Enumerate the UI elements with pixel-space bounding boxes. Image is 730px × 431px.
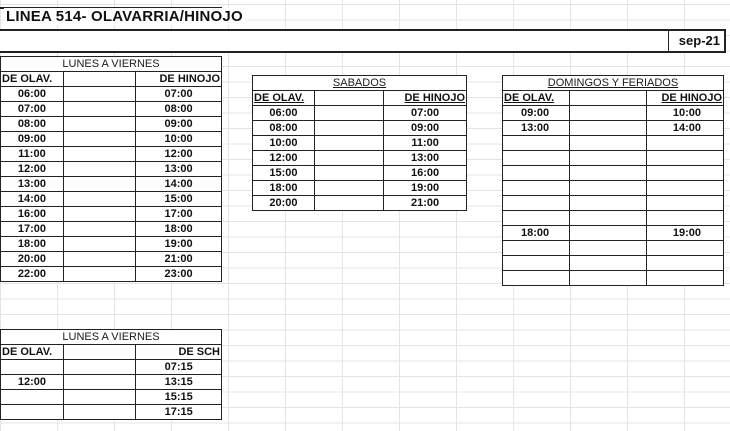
table-row xyxy=(253,151,467,166)
table-title: LUNES A VIERNES xyxy=(1,330,222,345)
return-time-cell: 16:00 xyxy=(384,166,467,181)
departure-time-cell xyxy=(1,405,64,420)
blank-cell xyxy=(569,256,646,271)
column-header-to: DE HINOJO xyxy=(647,91,724,106)
return-time-cell xyxy=(647,196,724,211)
return-time-cell: 15:15 xyxy=(136,390,222,405)
blank-cell xyxy=(63,102,135,117)
table-row xyxy=(503,106,724,121)
blank-cell xyxy=(569,166,646,181)
column-header-row xyxy=(1,345,222,360)
table-row xyxy=(1,375,222,390)
return-time-cell: 13:00 xyxy=(136,162,222,177)
blank-cell xyxy=(314,151,383,166)
blank-cell xyxy=(314,166,383,181)
departure-time-cell xyxy=(503,271,570,286)
blank-cell xyxy=(314,196,383,211)
table-row xyxy=(503,121,724,136)
blank-cell xyxy=(63,267,135,282)
blank-cell xyxy=(63,87,135,102)
blank-cell xyxy=(314,136,383,151)
departure-time-cell: 18:00 xyxy=(253,181,315,196)
table-row xyxy=(253,121,467,136)
page-title: LINEA 514- OLAVARRIA/HINOJO xyxy=(6,8,243,25)
date-cell: sep-21 xyxy=(668,31,724,51)
return-time-cell: 14:00 xyxy=(136,177,222,192)
departure-time-cell xyxy=(503,151,570,166)
blank-cell xyxy=(63,405,135,420)
blank-cell xyxy=(569,241,646,256)
table-row xyxy=(253,106,467,121)
blank-cell xyxy=(63,222,135,237)
departure-time-cell: 08:00 xyxy=(253,121,315,136)
departure-time-cell: 22:00 xyxy=(1,267,64,282)
blank-cell xyxy=(63,192,135,207)
return-time-cell: 15:00 xyxy=(136,192,222,207)
departure-time-cell: 18:00 xyxy=(503,226,570,241)
departure-time-cell: 12:00 xyxy=(253,151,315,166)
departure-time-cell: 06:00 xyxy=(1,87,64,102)
table-row xyxy=(1,177,222,192)
table-row xyxy=(1,405,222,420)
column-spacer xyxy=(314,91,383,106)
column-header-from: DE OLAV. xyxy=(253,91,315,106)
table-row xyxy=(503,181,724,196)
departure-time-cell: 14:00 xyxy=(1,192,64,207)
column-spacer xyxy=(63,345,135,360)
table-row xyxy=(503,151,724,166)
table-row xyxy=(503,226,724,241)
table-row xyxy=(503,271,724,286)
table-header-row xyxy=(503,76,724,91)
table-row xyxy=(503,211,724,226)
return-time-cell: 10:00 xyxy=(647,106,724,121)
blank-cell xyxy=(63,360,135,375)
return-time-cell: 19:00 xyxy=(384,181,467,196)
departure-time-cell: 17:00 xyxy=(1,222,64,237)
blank-cell xyxy=(63,117,135,132)
return-time-cell xyxy=(647,181,724,196)
table-row xyxy=(1,267,222,282)
departure-time-cell xyxy=(503,196,570,211)
blank-cell xyxy=(63,132,135,147)
blank-cell xyxy=(314,181,383,196)
blank-cell xyxy=(63,147,135,162)
departure-time-cell xyxy=(1,390,64,405)
table-row xyxy=(503,241,724,256)
table-row xyxy=(503,196,724,211)
return-time-cell: 07:00 xyxy=(384,106,467,121)
blank-cell xyxy=(63,207,135,222)
departure-time-cell xyxy=(503,256,570,271)
table-row xyxy=(1,390,222,405)
table-row xyxy=(503,166,724,181)
table-row xyxy=(503,256,724,271)
return-time-cell: 14:00 xyxy=(647,121,724,136)
blank-cell xyxy=(314,106,383,121)
return-time-cell xyxy=(647,256,724,271)
column-spacer xyxy=(63,72,135,87)
departure-time-cell: 20:00 xyxy=(1,252,64,267)
departure-time-cell: 08:00 xyxy=(1,117,64,132)
column-header-to: DE SCH xyxy=(136,345,222,360)
column-header-to: DE HINOJO xyxy=(136,72,222,87)
blank-cell xyxy=(63,390,135,405)
departure-time-cell xyxy=(503,181,570,196)
table-row xyxy=(1,117,222,132)
table-row xyxy=(1,147,222,162)
return-time-cell: 13:15 xyxy=(136,375,222,390)
return-time-cell xyxy=(647,136,724,151)
column-header-row xyxy=(1,72,222,87)
table-header-row xyxy=(1,57,222,72)
departure-time-cell: 12:00 xyxy=(1,375,64,390)
return-time-cell: 19:00 xyxy=(647,226,724,241)
return-time-cell: 09:00 xyxy=(136,117,222,132)
departure-time-cell: 13:00 xyxy=(1,177,64,192)
departure-time-cell: 09:00 xyxy=(1,132,64,147)
departure-time-cell: 09:00 xyxy=(503,106,570,121)
sunday-holiday-schedule-table xyxy=(502,75,724,286)
table-row xyxy=(253,166,467,181)
departure-time-cell: 16:00 xyxy=(1,207,64,222)
return-time-cell: 21:00 xyxy=(384,196,467,211)
departure-time-cell: 10:00 xyxy=(253,136,315,151)
return-time-cell xyxy=(647,151,724,166)
table-row xyxy=(1,360,222,375)
return-time-cell: 18:00 xyxy=(136,222,222,237)
return-time-cell: 17:00 xyxy=(136,207,222,222)
departure-time-cell: 13:00 xyxy=(503,121,570,136)
return-time-cell: 09:00 xyxy=(384,121,467,136)
return-time-cell: 12:00 xyxy=(136,147,222,162)
return-time-cell: 08:00 xyxy=(136,102,222,117)
table-row xyxy=(1,252,222,267)
return-time-cell xyxy=(647,211,724,226)
departure-time-cell: 07:00 xyxy=(1,102,64,117)
table-row xyxy=(1,162,222,177)
return-time-cell: 07:00 xyxy=(136,87,222,102)
table-row xyxy=(253,196,467,211)
blank-cell xyxy=(569,271,646,286)
departure-time-cell: 18:00 xyxy=(1,237,64,252)
blank-cell xyxy=(569,211,646,226)
departure-time-cell xyxy=(1,360,64,375)
table-header-row xyxy=(253,76,467,91)
departure-time-cell: 20:00 xyxy=(253,196,315,211)
blank-cell xyxy=(63,375,135,390)
blank-cell xyxy=(63,252,135,267)
table-row xyxy=(1,207,222,222)
blank-cell xyxy=(569,181,646,196)
table-row xyxy=(1,102,222,117)
return-time-cell xyxy=(647,271,724,286)
blank-cell xyxy=(63,237,135,252)
weekday-schedule-table xyxy=(0,56,222,282)
table-row xyxy=(503,136,724,151)
return-time-cell: 23:00 xyxy=(136,267,222,282)
column-header-from: DE OLAV. xyxy=(1,345,64,360)
table-header-row xyxy=(1,330,222,345)
saturday-schedule-table xyxy=(252,75,467,211)
departure-time-cell xyxy=(503,211,570,226)
column-header-row xyxy=(253,91,467,106)
return-time-cell: 11:00 xyxy=(384,136,467,151)
departure-time-cell: 06:00 xyxy=(253,106,315,121)
table-row xyxy=(1,222,222,237)
departure-time-cell: 15:00 xyxy=(253,166,315,181)
return-time-cell xyxy=(647,166,724,181)
column-spacer xyxy=(569,91,646,106)
return-time-cell: 13:00 xyxy=(384,151,467,166)
blank-cell xyxy=(63,177,135,192)
table-row xyxy=(1,237,222,252)
blank-cell xyxy=(569,226,646,241)
departure-time-cell: 11:00 xyxy=(1,147,64,162)
table-row xyxy=(253,181,467,196)
blank-cell xyxy=(569,196,646,211)
return-time-cell xyxy=(647,241,724,256)
table-row xyxy=(253,136,467,151)
blank-cell xyxy=(63,162,135,177)
table-title: SABADOS xyxy=(253,76,467,91)
blank-cell xyxy=(569,121,646,136)
table-row xyxy=(1,192,222,207)
table-row xyxy=(1,132,222,147)
blank-cell xyxy=(569,151,646,166)
table-title: DOMINGOS Y FERIADOS xyxy=(503,76,724,91)
departure-time-cell: 12:00 xyxy=(1,162,64,177)
blank-cell xyxy=(569,136,646,151)
departure-time-cell xyxy=(503,166,570,181)
column-header-to: DE HINOJO xyxy=(384,91,467,106)
blank-cell xyxy=(314,121,383,136)
column-header-from: DE OLAV. xyxy=(503,91,570,106)
return-time-cell: 07:15 xyxy=(136,360,222,375)
departure-time-cell xyxy=(503,241,570,256)
date-bar xyxy=(0,31,726,53)
column-header-row xyxy=(503,91,724,106)
return-time-cell: 10:00 xyxy=(136,132,222,147)
return-time-cell: 17:15 xyxy=(136,405,222,420)
weekday-sch-schedule-table xyxy=(0,329,222,420)
return-time-cell: 19:00 xyxy=(136,237,222,252)
table-row xyxy=(1,87,222,102)
departure-time-cell xyxy=(503,136,570,151)
blank-cell xyxy=(569,106,646,121)
column-header-from: DE OLAV. xyxy=(1,72,64,87)
return-time-cell: 21:00 xyxy=(136,252,222,267)
table-title: LUNES A VIERNES xyxy=(1,57,222,72)
